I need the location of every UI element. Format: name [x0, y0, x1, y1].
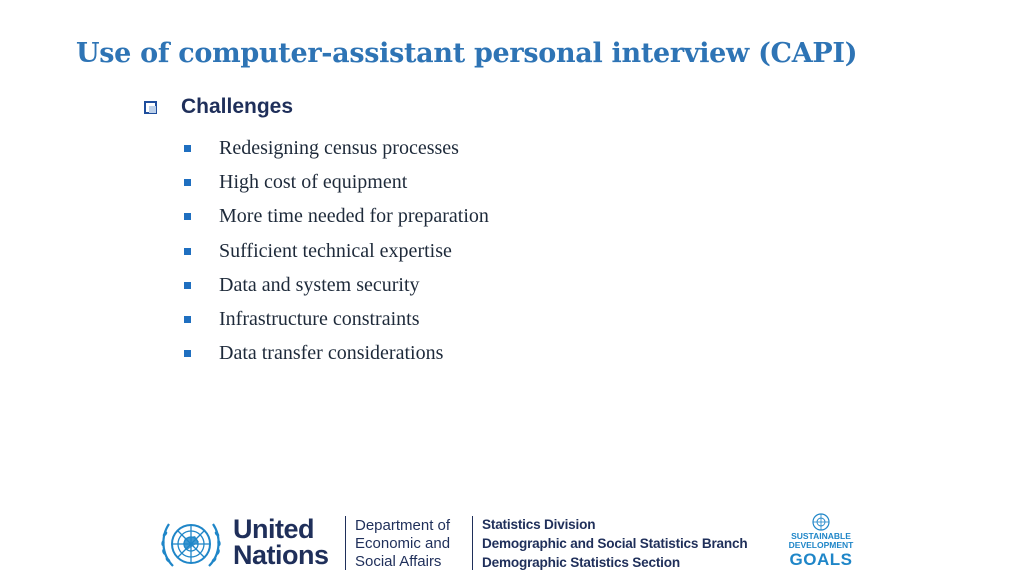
desa-line-3: Social Affairs [355, 553, 442, 570]
footer-divider [472, 516, 473, 570]
division-name: Statistics Division [482, 517, 596, 532]
list-item [184, 131, 489, 165]
desa-label [355, 517, 450, 571]
list-item [184, 200, 489, 234]
challenges-section [144, 93, 489, 365]
list-item-text: Redesigning census processes [219, 136, 459, 159]
sdg-goals-text: GOALS [789, 550, 853, 569]
square-bullet-icon [184, 350, 191, 357]
list-item [184, 337, 489, 371]
checkbox-bullet-icon [144, 101, 157, 114]
list-item-text: Data transfer considerations [219, 342, 444, 365]
sdg-logo [785, 512, 857, 572]
list-item-text: High cost of equipment [219, 170, 408, 193]
square-bullet-icon [184, 213, 191, 220]
section-label: Challenges [181, 95, 294, 118]
list-item-text: More time needed for preparation [219, 205, 489, 228]
list-item [184, 165, 489, 199]
square-bullet-icon [184, 282, 191, 289]
challenge-list [184, 131, 489, 371]
desa-line-2: Economic and [355, 535, 451, 552]
square-bullet-icon [184, 179, 191, 186]
list-item [184, 268, 489, 302]
un-emblem-icon [159, 516, 223, 572]
square-bullet-icon [184, 145, 191, 152]
section-name: Demographic Statistics Section [482, 555, 680, 570]
un-line-2: Nations [233, 540, 329, 570]
un-line-1: United [233, 514, 314, 544]
list-item [184, 234, 489, 268]
square-bullet-icon [184, 248, 191, 255]
statistics-division-label [482, 515, 747, 572]
list-item-text: Sufficient technical expertise [219, 239, 452, 262]
list-item [184, 302, 489, 336]
square-bullet-icon [184, 316, 191, 323]
sdg-line-1: SUSTAINABLE [791, 531, 851, 541]
branch-name: Demographic and Social Statistics Branch [482, 536, 748, 551]
sdg-line-2: DEVELOPMENT [788, 540, 854, 550]
desa-line-1: Department of [355, 517, 451, 534]
list-item-text: Data and system security [219, 273, 420, 296]
sdg-text [785, 532, 857, 550]
footer-logos [159, 512, 859, 572]
slide-title: Use of computer-assistant personal interview (CAPI) [76, 38, 858, 69]
list-item-text: Infrastructure constraints [219, 308, 420, 331]
un-globe-icon [810, 512, 832, 532]
footer-divider [345, 516, 346, 570]
united-nations-wordmark [233, 516, 329, 568]
section-heading [144, 93, 293, 121]
